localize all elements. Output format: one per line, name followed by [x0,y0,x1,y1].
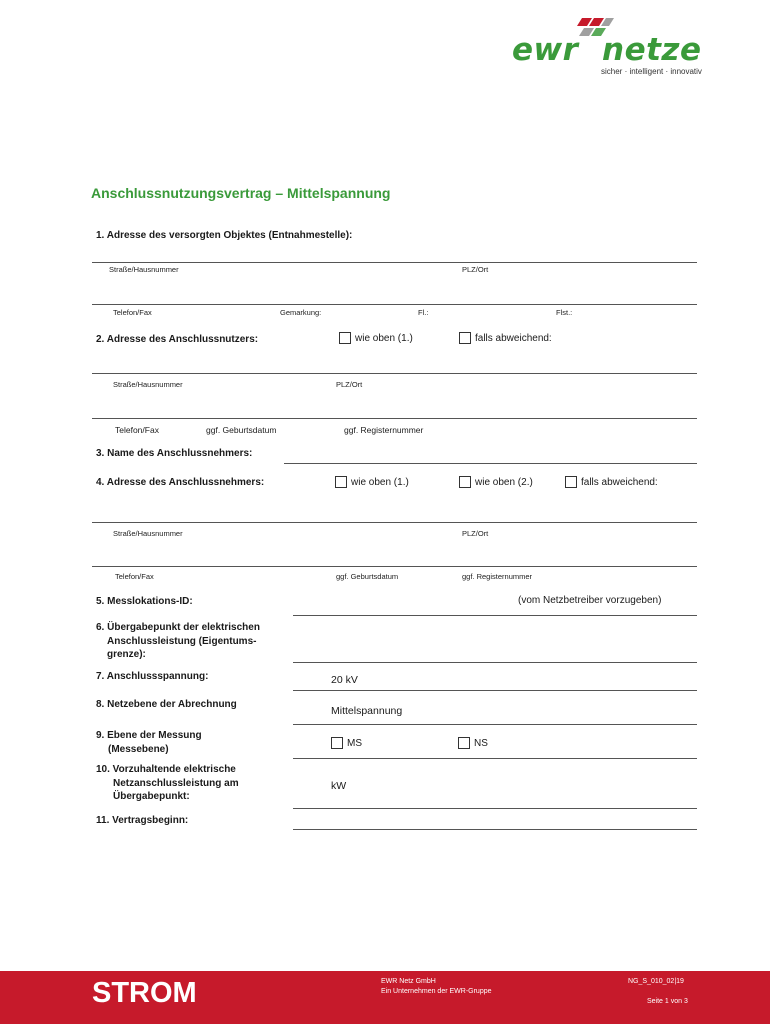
section3-name-input-line[interactable] [284,463,697,464]
section10-heading [96,763,239,804]
section8-value: Mittelspannung [331,705,403,717]
section10-line3: Übergabepunkt: [113,791,190,802]
section1-phone-field[interactable]: Telefon/Fax [113,308,152,317]
section6-line1: 6. Übergabepunkt der elektrischen [96,622,260,633]
section10-line2: Netzanschlussleistung am [113,777,239,789]
section2-plz-field[interactable]: PLZ/Ort [336,380,363,389]
divider [92,262,697,263]
section8-heading: 8. Netzebene der Abrechnung [96,699,237,710]
section9-checkbox-ms[interactable] [331,737,343,749]
section4-checkbox-same2[interactable] [459,476,471,488]
page-title: Anschlussnutzungsvertrag – Mittelspannung [91,185,391,201]
section4-plz-field[interactable]: PLZ/Ort [462,529,489,538]
section7-value: 20 kV [331,674,358,686]
section6-line2: Anschlussleistung (Eigentums- [107,635,257,647]
divider [92,418,697,419]
section4-option-different: falls abweichend: [581,477,658,488]
section1-flst-field[interactable]: Flst.: [556,308,573,317]
section10-input-line[interactable] [293,808,697,809]
section2-heading: 2. Adresse des Anschlussnutzers: [96,334,259,345]
section6-input-line[interactable] [293,662,697,663]
section4-heading: 4. Adresse des Anschlussnehmers: [96,477,265,488]
section2-street-field[interactable]: Straße/Hausnummer [113,380,183,389]
section2-checkbox-different[interactable] [459,332,471,344]
section1-heading: 1. Adresse des versorgten Objektes (Entnahmestelle): [96,230,353,241]
section11-heading: 11. Vertragsbeginn: [96,815,189,826]
divider [92,566,697,567]
section6-heading [96,621,260,662]
logo-tagline: sicher · intelligent · innovativ [601,67,702,76]
section1-street-field[interactable]: Straße/Hausnummer [109,265,179,274]
divider [92,373,697,374]
footer-company: EWR Netz GmbH [381,978,436,985]
section2-option-same: wie oben (1.) [355,333,413,344]
section5-note: (vom Netzbetreiber vorzugeben) [518,595,662,606]
section7-heading: 7. Anschlussspannung: [96,671,209,682]
footer-doc-code: NG_S_010_02|19 [628,978,684,985]
section4-street-field[interactable]: Straße/Hausnummer [113,529,183,538]
section6-line3: grenze): [107,649,146,660]
section9-line1: 9. Ebene der Messung [96,730,202,741]
section2-birth-field[interactable]: ggf. Geburtsdatum [206,425,277,435]
section9-input-line [293,758,697,759]
logo-word-right: netze [602,32,702,68]
section2-checkbox-same[interactable] [339,332,351,344]
section4-register-field[interactable]: ggf. Registernummer [462,572,533,581]
section9-option-ns: NS [474,738,488,749]
section5-input-line[interactable] [293,615,697,616]
section4-checkbox-different[interactable] [565,476,577,488]
section1-gemarkung-field[interactable]: Gemarkung: [280,308,322,317]
section9-heading [96,729,202,756]
section4-option-same2: wie oben (2.) [475,477,533,488]
section2-option-different: falls abweichend: [475,333,552,344]
section1-plz-field[interactable]: PLZ/Ort [462,265,489,274]
section4-checkbox-same1[interactable] [335,476,347,488]
section4-birth-field[interactable]: ggf. Geburtsdatum [336,572,399,581]
section1-fl-field[interactable]: Fl.: [418,308,429,317]
logo-word-left: ewr [512,32,579,68]
footer-page-number: Seite 1 von 3 [647,998,688,1005]
section4-phone-field[interactable]: Telefon/Fax [115,572,154,581]
section11-input-line[interactable] [293,829,697,830]
section5-heading: 5. Messlokations-ID: [96,596,193,607]
section9-checkbox-ns[interactable] [458,737,470,749]
section9-line2: (Messebene) [108,743,169,755]
footer-group: Ein Unternehmen der EWR-Gruppe [381,988,492,995]
footer-bar [0,971,770,1024]
divider [92,304,697,305]
section4-option-same1: wie oben (1.) [351,477,409,488]
section2-phone-field[interactable]: Telefon/Fax [115,425,159,435]
section3-heading: 3. Name des Anschlussnehmers: [96,448,253,459]
section7-input-line[interactable] [293,690,697,691]
divider [92,522,697,523]
section8-input-line[interactable] [293,724,697,725]
footer-label: STROM [92,977,197,1009]
section2-register-field[interactable]: ggf. Registernummer [344,425,424,435]
section10-unit: kW [331,780,347,792]
section9-option-ms: MS [347,738,362,749]
section10-line1: 10. Vorzuhaltende elektrische [96,764,236,775]
